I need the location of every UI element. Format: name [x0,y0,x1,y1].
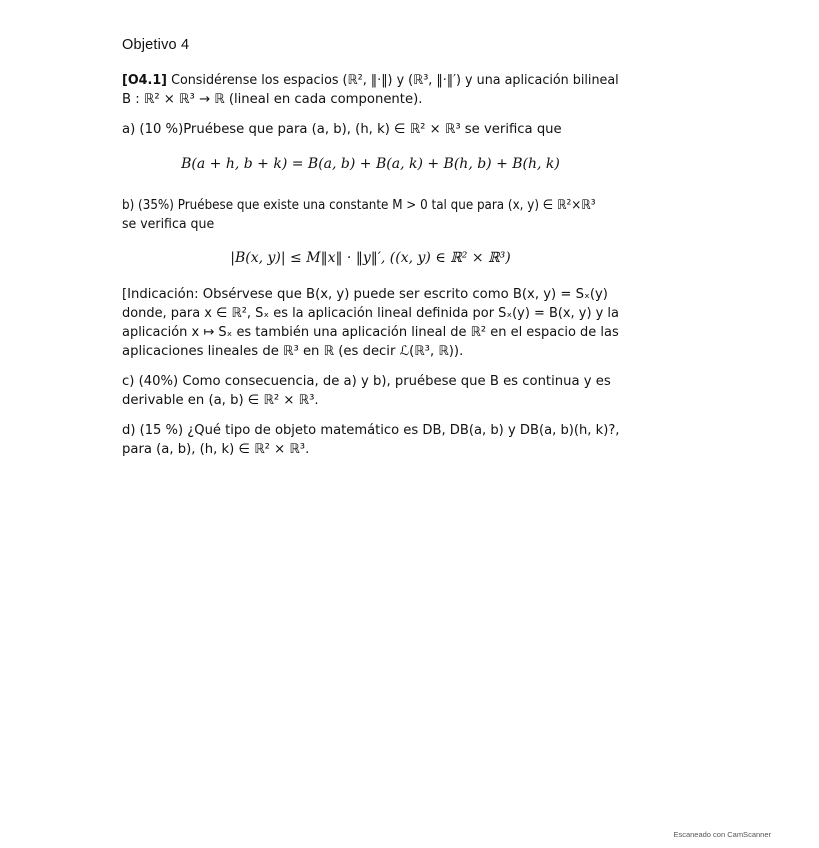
exercise-intro [122,71,619,109]
part-a-statement: a) (10 %)Pruébese que para (a, b), (h, k) ∈ ℝ² × ℝ³ se verifica que [122,122,562,137]
hint-paragraph [122,285,619,361]
exercise-content [122,36,619,470]
intro-line-2: B : ℝ² × ℝ³ → ℝ (lineal en cada componente). [122,92,423,107]
page-title: Objetivo 4 [122,37,190,53]
scanner-watermark: Escaneado con CamScanner [673,830,771,839]
part-d-line-1: d) (15 %) ¿Qué tipo de objeto matemático es DB, DB(a, b) y DB(a, b)(h, k)?, [122,423,620,438]
part-c-line-2: derivable en (a, b) ∈ ℝ² × ℝ³. [122,393,319,408]
exercise-label: [O4.1] [122,73,168,88]
hint-line-3: aplicación x ↦ Sₓ es también una aplicación lineal de ℝ² en el espacio de las [122,325,619,340]
part-a-formula: B(a + h, b + k) = B(a, b) + B(a, k) + B(h, b) + B(h, k) [181,156,560,172]
part-d-line-2: para (a, b), (h, k) ∈ ℝ² × ℝ³. [122,442,310,457]
part-c-line-1: c) (40%) Como consecuencia, de a) y b), pruébese que B es continua y es [122,374,611,389]
intro-line-1 [122,71,619,90]
part-c-statement [122,372,619,410]
part-b-statement [122,196,595,234]
part-d-statement [122,421,619,459]
part-b-line-1: b) (35%) Pruébese que existe una constante M > 0 tal que para (x, y) ∈ ℝ²×ℝ³ [122,198,596,213]
intro-text-1: Considérense los espacios (ℝ², ‖·‖) y (ℝ³, ‖·‖′) y una aplicación bilineal [171,73,619,88]
hint-line-1: [Indicación: Obsérvese que B(x, y) puede ser escrito como B(x, y) = Sₓ(y) [122,287,608,302]
part-b-line-2: se verifica que [122,217,215,232]
part-b-formula: |B(x, y)| ≤ M‖x‖ · ‖y‖′, ((x, y) ∈ ℝ² × ℝ³) [230,250,511,266]
hint-line-2: donde, para x ∈ ℝ², Sₓ es la aplicación lineal definida por Sₓ(y) = B(x, y) y la [122,306,619,321]
hint-line-4: aplicaciones lineales de ℝ³ en ℝ (es decir ℒ(ℝ³, ℝ)). [122,344,464,359]
